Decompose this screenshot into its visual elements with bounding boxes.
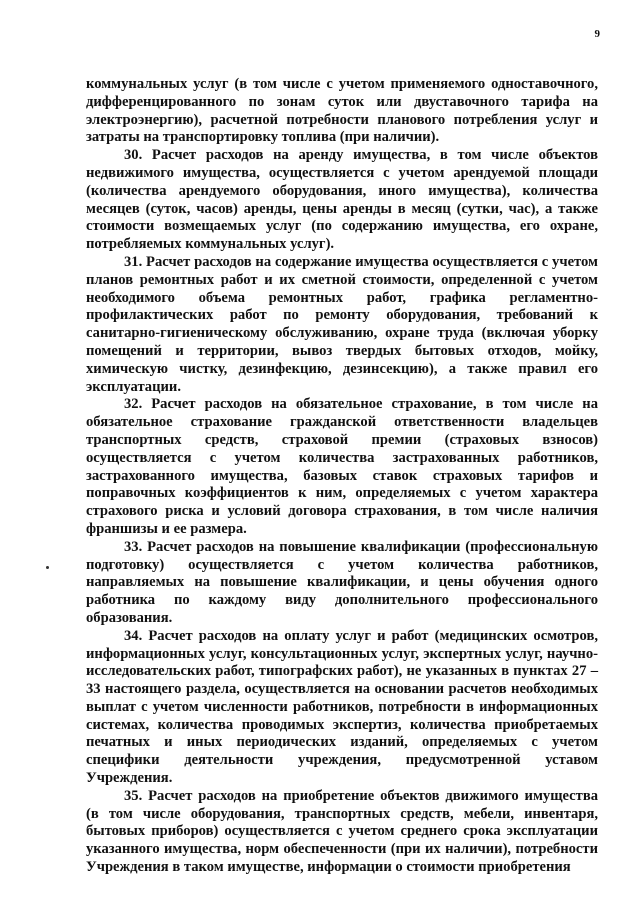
paragraph-continuation: коммунальных услуг (в том числе с учетом применяемого одноставочного, дифференцированного по зонам суток или двуставочного тарифа на электроэнергию), расчетной потребности планового потребления услуг и затраты на транспортировку топлива (при наличии). [86, 76, 598, 146]
scan-speck [46, 566, 49, 569]
paragraph-33: 33. Расчет расходов на повышение квалификации (профессиональную подготовку) осуществляется с учетом количества работников, направляемых на повышение квалификации, и цены обучения одного работника по каждому виду дополнительного профессионального образования. [86, 538, 598, 626]
document-body [86, 76, 598, 877]
paragraph-35: 35. Расчет расходов на приобретение объектов движимого имущества (в том числе оборудования, транспортных средств, мебели, инвентаря, бытовых приборов) осуществляется с учетом среднего срока эксплуатации указанного имущества, норм обеспеченности (при их наличии), потребности Учреждения в таком имуществе, информации о стоимости приобретения [86, 787, 598, 876]
paragraph-32: 32. Расчет расходов на обязательное страхование, в том числе на обязательное страхование гражданской ответственности владельцев транспортных средств, страховой премии (страховых взносов) осуществляется с учетом количества застрахованных работников, застрахованного имущества, базовых ставок страховых тарифов и поправочных коэффициентов к ним, определяемых с учетом характера страхового риска и условий договора страхования, в том числе наличия франшизы и ее размера. [86, 396, 598, 537]
paragraph-30: 30. Расчет расходов на аренду имущества, в том числе объектов недвижимого имущества, осуществляется с учетом арендуемой площади (количества арендуемого оборудования, иного имущества), количества месяцев (суток, часов) аренды, цены аренды в месяц (сутки, час), а также стоимости возмещаемых услуг (по содержанию имущества, его охране, потребляемых коммунальных услуг). [86, 147, 598, 253]
paragraph-31: 31. Расчет расходов на содержание имущества осуществляется с учетом планов ремонтных работ и их сметной стоимости, определенной с учетом необходимого объема ремонтных работ, графика регламентно-профилактических работ по ремонту оборудования, требований к санитарно-гигиеническому обслуживанию, охране труда (включая уборку помещений и территории, вывоз твердых бытовых отходов, мойку, химическую чистку, дезинфекцию, дезинсекцию), а также правил его эксплуатации. [86, 253, 598, 395]
page-number: 9 [594, 28, 600, 40]
paragraph-34: 34. Расчет расходов на оплату услуг и работ (медицинских осмотров, информационных услуг, консультационных услуг, экспертных услуг, научно-исследовательских работ, типографских работ), не указанных в пунктах 27 – 33 настоящего раздела, осуществляется на основании расчетов необходимых выплат с учетом численности работников, потребности в информационных системах, количества проводимых экспертиз, количества приобретаемых печатных и иных периодических изданий, определяемых с учетом специфики деятельности учреждения, предусмотренной уставом Учреждения. [86, 627, 598, 787]
